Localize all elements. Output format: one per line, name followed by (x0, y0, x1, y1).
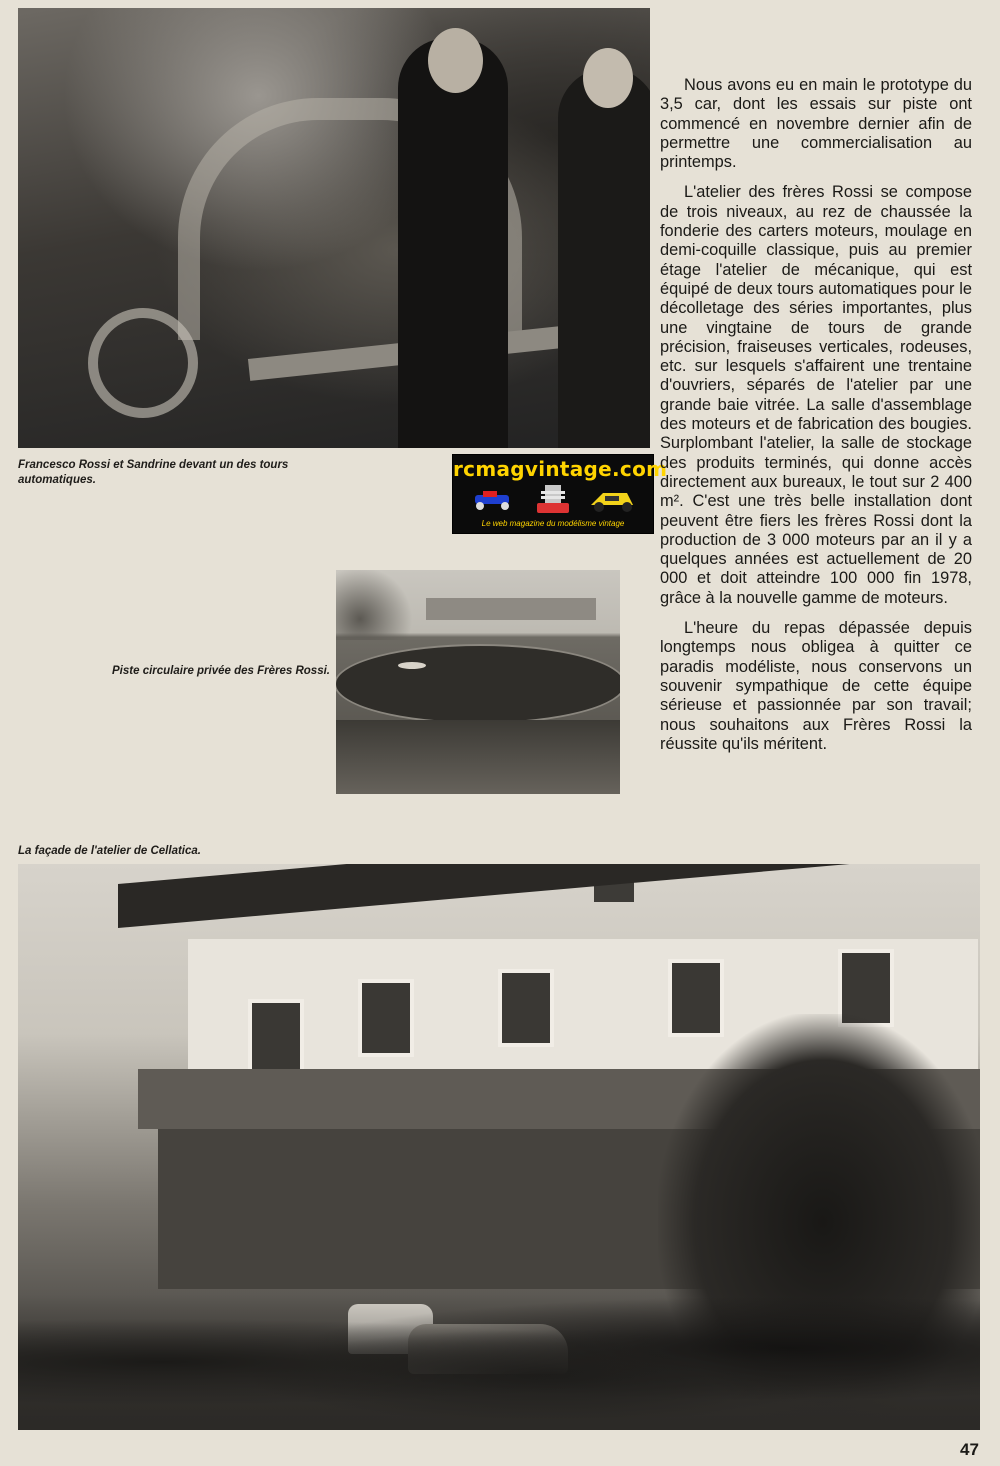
article-body (660, 76, 972, 765)
roof-shape (118, 864, 980, 928)
buildings-shape (426, 598, 596, 620)
article-paragraph: L'heure du repas dépassée depuis longtemps nous obligea à quitter ce paradis modéliste, nous conservons un souvenir sympathique de cette équipe sérieuse et passionnée par son travail; nous souhaitons aux Frères Rossi la réussite qu'ils méritent. (660, 619, 972, 753)
shrubs-shape (18, 1294, 980, 1430)
watermark-tagline: Le web magazine du modélisme vintage (481, 519, 625, 528)
kart-icon (587, 487, 637, 513)
facade-caption: La façade de l'atelier de Cellatica. (18, 845, 201, 857)
window-shape (358, 979, 414, 1057)
article-paragraph: L'atelier des frères Rossi se compose de trois niveaux, au rez de chaussée la fonderie des carters moteurs, moulage en demi-coquille classique, puis au premier étage l'atelier de mécanique, qui est équipé de deux tours automatiques pour le décolletage des séries importantes, plus une vingtaine de tours de grande précision, fraiseuses verticales, rodeuses, etc. sur lesquels s'affairent une trentaine d'ouvriers, séparés de l'atelier par une grande baie vitrée. La salle d'assemblage des moteurs et de fabrication des bougies. Surplombant l'atelier, la salle de stockage des produits terminés, qui donne accès directement aux bureaux, le tout sur 2 400 m². C'est une très belle installation dont peuvent être fiers les frères Rossi dont la production de 3 000 moteurs par an il y a quelques années est actuellement de 20 000 et doit atteindre 100 000 fin 1978, grâce à la nouvelle gamme de moteurs. (660, 183, 972, 607)
article-paragraph: Nous avons eu en main le prototype du 3,5 car, dont les essais sur piste ont commencé en novembre dernier afin de permettre une commercialisation au printemps. (660, 76, 972, 172)
window-shape (498, 969, 554, 1047)
window-shape (248, 999, 304, 1077)
workshop-photo (18, 8, 650, 448)
circular-track-shape (336, 644, 620, 724)
watermark-logo (452, 454, 668, 534)
engine-icon (533, 483, 573, 515)
watermark-title: rcmagvintage.com (453, 457, 668, 481)
handwheel-shape (88, 308, 198, 418)
track-photo (336, 570, 620, 794)
track-caption: Piste circulaire privée des Frères Rossi. (112, 665, 330, 677)
person-francesco-shape (398, 38, 508, 448)
grass-shape (336, 720, 620, 794)
workshop-caption: Francesco Rossi et Sandrine devant un des tours automatiques. (18, 459, 289, 486)
rc-car-icon (471, 489, 515, 511)
page-number: 47 (960, 1440, 979, 1459)
tree-shape (336, 570, 416, 640)
person-sandrine-shape (558, 68, 650, 448)
facade-photo (18, 864, 980, 1430)
center-pad-shape (398, 662, 426, 669)
